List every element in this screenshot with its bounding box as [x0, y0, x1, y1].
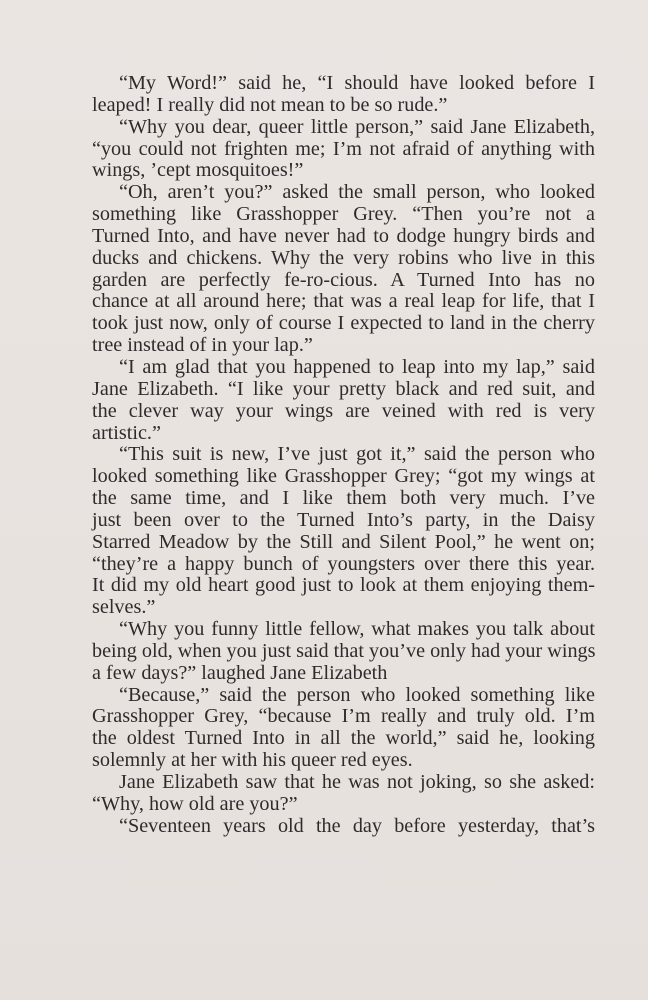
text-line: “Why you dear, queer little person,” said Jane Elizabeth, [119, 115, 595, 138]
text-line: “Seventeen years old the day before yesterday, that’s [119, 814, 595, 837]
text-line: artistic.” [92, 421, 161, 444]
text-line: leaped! I really did not mean to be so rude.” [92, 93, 448, 116]
text-line: just been over to the Turned Into’s party, in the Daisy [92, 508, 595, 531]
text-line: tree instead of in your lap.” [92, 334, 313, 357]
text-line: Grasshopper Grey, “because I’m really and truly old. I’m [92, 705, 595, 728]
page-text-body [92, 73, 595, 838]
text-line: took just now, only of course I expected to land in the cherry [92, 312, 595, 335]
text-line: It did my old heart good just to look at them enjoying them- [92, 574, 595, 597]
text-line: Turned Into, and have never had to dodge hungry birds and [92, 224, 595, 247]
text-line: Jane Elizabeth saw that he was not joking, so she asked: [119, 771, 595, 793]
text-line: something like Grasshopper Grey. “Then you’re not a [92, 203, 595, 226]
text-line: “My Word!” said he, “I should have looked before I [119, 72, 595, 94]
text-line: ducks and chickens. Why the very robins who live in this [92, 246, 595, 269]
text-line: “This suit is new, I’ve just got it,” said the person who [119, 443, 595, 466]
text-line: chance at all around here; that was a real leap for life, that I [92, 290, 595, 313]
text-line: “they’re a happy bunch of youngsters over there this year. [92, 552, 595, 575]
text-line: “you could not frighten me; I’m not afraid of anything with [92, 137, 595, 160]
text-line: the clever way your wings are veined with red is very [92, 399, 595, 422]
text-line: the oldest Turned Into in all the world,” said he, looking [92, 727, 595, 750]
text-line: the same time, and I like them both very much. I’ve [92, 487, 595, 510]
text-line: “Why, how old are you?” [92, 792, 298, 815]
text-line: “Why you funny little fellow, what makes you talk about [119, 618, 595, 641]
text-line: looked something like Grasshopper Grey; “got my wings at [92, 465, 595, 488]
text-line: Starred Meadow by the Still and Silent Pool,” he went on; [92, 530, 595, 553]
text-line: a few days?” laughed Jane Elizabeth [92, 661, 388, 684]
text-line: Jane Elizabeth. “I like your pretty black and red suit, and [92, 377, 595, 400]
text-line: “Because,” said the person who looked something like [119, 683, 595, 706]
text-line: being old, when you just said that you’ve only had your wings [92, 639, 596, 662]
text-line: “I am glad that you happened to leap into my lap,” said [119, 355, 595, 378]
text-line: solemnly at her with his queer red eyes. [92, 749, 413, 772]
text-line: selves.” [92, 596, 156, 619]
text-line: “Oh, aren’t you?” asked the small person, who looked [119, 181, 595, 204]
text-line: garden are perfectly fe-ro-cious. A Turned Into has no [92, 268, 595, 291]
text-line: wings, ’cept mosquitoes!” [92, 159, 304, 182]
